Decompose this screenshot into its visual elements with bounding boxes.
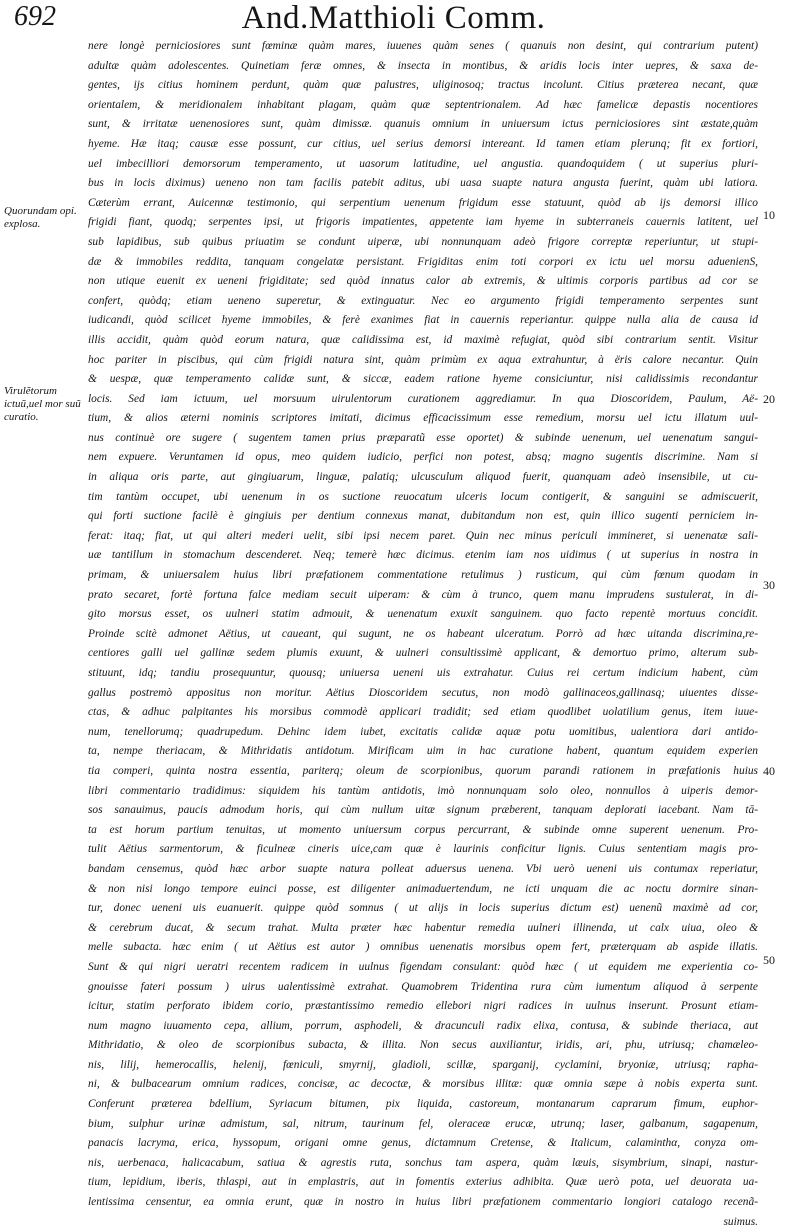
text-line: stituunt, idq; tandiu prosequuntur, quousq; uniuersa ueneni uis extrahatur. Cuius rei certum indicium habent, cùm	[88, 667, 758, 679]
text-line: sos sanauimus, paucis admodum horis, qui cùm nullum uitæ signum præberent, tanquam deplorati iacebant. Nam tā-	[88, 804, 758, 817]
text-line: ctas, & adhuc palpitantes his morsibus commodè applicari tradidit; sed etiam quodlibet uolatilium genus, item iuue-	[88, 706, 758, 719]
text-line: suimus.	[723, 1215, 758, 1228]
text-line: centiores galli uel gallinæ sedem plumis exuunt, & uulneri consultissimè applicant, & demortuo primo, alterum sub-	[88, 647, 758, 660]
text-line: ta est horum partium tenuitas, ut momento uniuersum corpus percurrant, & subinde omne superent uenenum. Pro-	[88, 823, 758, 836]
page-number: 692	[14, 1, 56, 32]
text-line: primam, & uniuersalem huius libri præfationem commentatione retulimus ) rusticum, qui cùm fœnum quodam in	[88, 569, 758, 582]
text-line: melle subacta. hæc enim ( ut Aëtius est autor ) omnibus uenenatis morsibus opem fert, præterquam ab aspide illatis.	[88, 941, 758, 954]
text-line: Cæterùm errant, Auicennæ testimonio, qui serpentium uenenum frigidum esse statuunt, quòd ab ijs demorsi illico	[88, 196, 758, 209]
text-line: gentes, ijs citius hominem perdunt, quàm quæ palustres, uliginosoq; tractus incolunt. Citius præterea necant, quæ	[88, 79, 758, 92]
margin-line-number-30: 30	[763, 578, 775, 592]
margin-line-number-20: 20	[763, 392, 775, 406]
text-line: nem expuere. Veruntamen id opus, meo quidem iudicio, perfici non potest, absq; magno sugentis discrimine. Nam si	[88, 451, 758, 464]
text-line: confert, quòdq; etiam ueneno superetur, & extinguatur. Nec eo argumento frigidi temperamento serpentes sunt	[88, 294, 758, 307]
text-line: bus in locis diximus) ueneno non tam facilis patebit aditus, ubi uasa suapte natura angusta fuerint, quàm ubi latiora.	[88, 177, 758, 190]
text-line: ni, & bulbacearum omnium radices, concisæ, ac decoctæ, & morsibus illitæ: quæ omnia sæpe à nobis experta sunt.	[88, 1078, 758, 1091]
text-line: nis, uerbenaca, halicacabum, satiua & agrestis ruta, sonchus tam aspera, quàm læuis, sisymbrium, sinapi, nastur-	[88, 1156, 758, 1169]
text-line: tium, lepidium, iberis, thlaspi, aut in emplastris, aut in fomentis exterius adhibita. Quæ uerò pota, uel deuorata ua-	[88, 1176, 758, 1189]
text-line: hoc pariter in piscibus, qui cùm frigidi natura sint, quàm primùm ex aqua extrahuntur, à ëris calore necantur. Quin	[88, 353, 758, 366]
text-line: non utique euenit ex ueneni frigiditate; sed quòd innatus calor ab extremis, & ultimis corporis partibus ad cor se	[88, 275, 758, 288]
text-line: bandam censemus, quòd hæc arbor suapte natura polleat aduersus uenena. Vbi uerò ueneni uis contumax reperiatur,	[88, 862, 758, 875]
text-line: tur, donec ueneni uis euanuerit. quippe quòd somnus ( ut alijs in locis superius dictum est) uenenũ maximè ad cor,	[88, 902, 758, 915]
text-line: tium, & alios æterni nominis scriptores imitati, dicimus efficacissimum esse remedium, morsu uel ictu illatum uul-	[88, 412, 758, 425]
text-line: & uespæ, quæ temperamento calidæ sunt, & siccæ, eadem ratione hyeme consiciuntur, nisi calidissimis recondantur	[88, 373, 758, 386]
text-line: frigidi fiant, quodq; serpentes ipsi, ut frigoris impatientes, appetente iam hyeme in subterraneis cauernis latitent, uel	[88, 216, 758, 229]
margin-line-number-10: 10	[763, 208, 775, 222]
text-line: ferat: itaq; fiat, ut qui alteri mederi uelit, sibi ipsi necem paret. Quin nec minus periculi immineret, si uenenatæ sali-	[88, 529, 758, 542]
text-line: hyeme. Hæ itaq; causæ esse possunt, cur citius, uel serius demorsi intereant. Id tamen etiam plerunq; fit ex fortiori,	[88, 137, 758, 150]
margin-line-number-40: 40	[763, 764, 775, 778]
text-line: panacis lacryma, erica, hyssopum, origani omne genus, dictamnum Cretense, & Italicum, calaminthα, conyza om-	[88, 1137, 758, 1150]
text-line: Proinde scitè admonet Aëtius, ut caueant, qui sugunt, ne os habeant ulceratum. Porrò ad hæc uitanda discrimina,re-	[88, 627, 758, 640]
text-line: Conferunt præterea bdellium, Syriacum bitumen, pix liquida, castoreum, montanarum caprarum fimum, euphor-	[88, 1098, 758, 1111]
side-note-virulentorum: Virulẽtorum ictuũ,uel mor suũ curatio.	[4, 385, 81, 423]
text-line: orientalem, & meridionalem inhabitant plagam, quàm quæ septentrionalem. Ad hæc famelicæ depastis nocentiores	[88, 98, 758, 111]
text-line: adultæ quàm adolescentes. Quinetiam feræ omnes, & insecta in montibus, & aridis locis inter uepres, & saxa de-	[88, 59, 758, 72]
text-line: iudicandi, quòd scilicet hyeme immobiles, & ferè exanimes fiat in cauernis reperiantur. quippe nulla alia de causa id	[88, 314, 758, 327]
text-line: uæ tantillum in stomachum descenderet. Neq; temerè hæc dicimus. etenim iam nos uidimus ( ut superius in nostra in	[88, 549, 758, 562]
text-line: in aliqua oris parte, aut gingiuarum, linguæ, palatiq; ulcusculum aliquod fuerit, quanquam adeò insensibile, ut cu-	[88, 471, 758, 484]
text-line: nere longè perniciosiores sunt fœminæ quàm mares, iuuenes quàm senes ( quanuis non desint, qui contrarium putent)	[88, 40, 758, 52]
text-line: prato secaret, fortè fortuna falce mediam secuit uiperam: & cùm à trunco, quem manu imprudens sustulerat, in di-	[88, 588, 758, 601]
text-line: num, tenellorumq; quadrupedum. Dehinc idem iubet, excitatis calidæ aquæ potu uomitibus, ualentiora dari antido-	[88, 725, 758, 738]
text-line: bium, sulphur urinæ admistum, sal, nitrum, taurinum fel, oleraceæ erucæ, utrunq; laser, galbanum, sagapenum,	[88, 1117, 758, 1130]
text-line: gito morsus esset, os uulneri statim admouit, & uenenatum exuxit sanguinem. quo facto repentè mortuus concidit.	[88, 608, 758, 621]
running-head: And.Matthioli Comm.	[241, 0, 546, 36]
text-line: icitur, statim perforato ibidem corio, præstantissimo remedio ellebori nigri radices in uulnus inserunt. Prosunt etiam-	[88, 1000, 758, 1013]
text-line: & non nisi longo tempore euinci posse, est diligenter animaduertendum, ne icti unquam die ac noctu dormire sinan-	[88, 882, 758, 895]
text-line: num magno iuuamento cepa, allium, porrum, asphodeli, & dracunculi radix elixa, contusa, & subinde theriaca, aut	[88, 1019, 758, 1032]
text-line: tia comperi, quinta nostra essentia, pariterq; oleum de scorpionibus, quorum parandi rationem in præfationis huius	[88, 764, 758, 777]
text-line: sub lapidibus, sub quibus priuatim se condunt uiperæ, ubi nonnunquam adeò frigore correptæ reperiuntur, ut stupi-	[88, 235, 758, 248]
text-line: nis, lilij, hemerocallis, helenij, fœniculi, smyrnij, gladioli, scillæ, sparganij, cyclamini, bryoniæ, utriusq; rapha-	[88, 1058, 758, 1071]
margin-line-number-50: 50	[763, 953, 775, 967]
commentary-body-text	[88, 37, 758, 1232]
text-line: tim tantùm occupet, ubi uenenum in os suctione reuocatum ulceris locum contigerit, & sanguini se admiscuerit,	[88, 490, 758, 503]
text-line: Sunt & qui nigri ueratri recentem radicem in uulnus figendam consulant: quòd hæc ( ut equidem me experientia co-	[88, 960, 758, 973]
text-line: Mithridatio, & oleo de scorpionibus subacta, & illita. Non secus auxiliantur, iridis, ari, phu, utriusq; chamæleo-	[88, 1039, 758, 1052]
side-note-quorundam: Quorundam opi. explosa.	[4, 205, 77, 230]
text-line: locis. Sed iam ictuum, uel morsuum uirulentorum curationem aggrediamur. In qua Dioscoridem, Paulum, Aë-	[88, 392, 758, 405]
text-line: uel imbecilliori demorsorum temperamento, ut uasorum latitudine, uel angustia. quandoquidem ( ut superius pluri-	[88, 157, 758, 170]
text-line: libri commentario tradidimus: siquidem his tantùm antidotis, imò nonnunquam solo oleo, nonnullos à uiperis demor-	[88, 784, 758, 797]
text-line: illis accidit, quàm quòd eorum natura, quæ calidissima est, id maximè refugiat, quòd sibi contrarium sentit. Visitur	[88, 333, 758, 346]
text-line: tulit Aëtius sarmentorum, & ficulneæ cineris uice,cam quæ è laurinis conficitur lignis. Cuius sententiam magis pro-	[88, 843, 758, 856]
text-line: dæ & immobiles reddita, tanquam congelatæ persistant. Frigiditas enim toti corpori ex ictu uel morsu aduenienS,	[88, 255, 758, 268]
text-line: sunt, & irritatæ uenenosiores sunt, quàm dimissæ. quanuis omnium in uniuersum ictus perniciosiores sint æstate,quàm	[88, 118, 758, 131]
text-line: gallus postremò appositus non moritur. Aëtius Dioscoridem secutus, non modò gallinaceos,gallinasq; uiuentes disse-	[88, 686, 758, 699]
text-line: lentissima censentur, ea omnia erunt, quæ in nostro in huius libri præfationem commentario longiori catalogo recenã-	[88, 1196, 758, 1209]
text-line: qui forti suctione facilè è gingiuis per dentium connexus manat, dubitandum non est, quin illico sugenti perniciem in-	[88, 510, 758, 523]
text-line: ta, nempe theriacam, & Mithridatis antidotum. Mirificam uim in hac curatione habent, quantum equidem experien	[88, 745, 758, 758]
text-line: gnouisse fateri possum ) uirus ualentissimè extrahat. Quamobrem Tridentina rura cùm iumentum aliquod à serpente	[88, 980, 758, 993]
text-line: nus continuè ore sugere ( sugentem tamen prius præparatũ esse oportet) & subinde uenenum, uel uenenatum sangui-	[88, 431, 758, 444]
text-line: & cerebrum ducat, & secum trahat. Multa præter hæc habentur remedia uulneri illinenda, ut calx uiua, oleo &	[88, 921, 758, 934]
